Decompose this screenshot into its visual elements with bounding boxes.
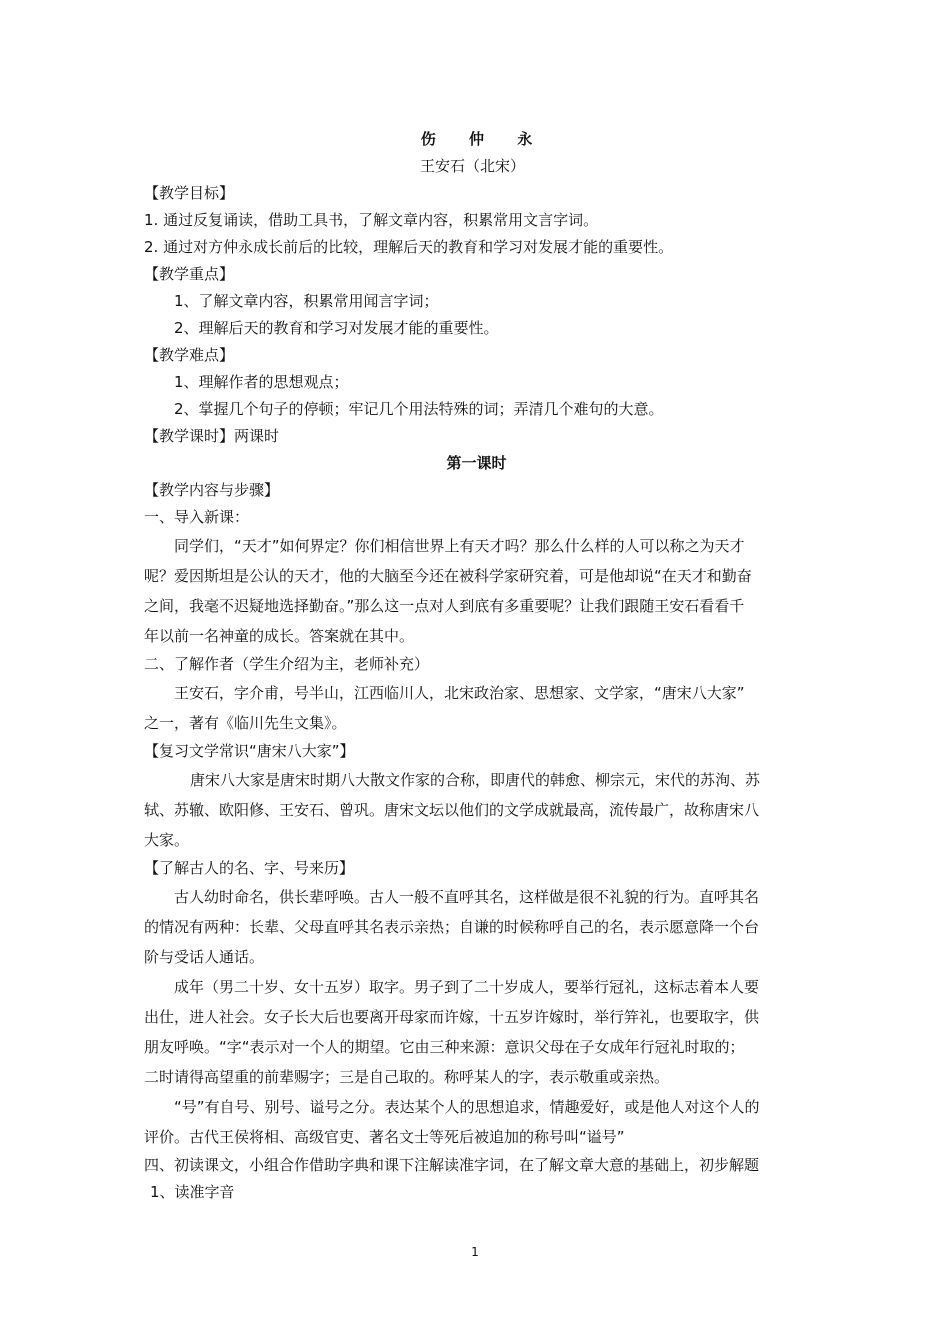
review-line-3: 大家。	[144, 831, 190, 849]
section2-heading: 二、了解作者（学生介绍为主，老师补充）	[144, 655, 430, 673]
page-number: 1	[471, 1245, 479, 1259]
key-points-heading: 【教学重点】	[144, 265, 235, 283]
difficulty-item-1: 1、理解作者的思想观点；	[174, 373, 349, 391]
document-body	[144, 126, 809, 1206]
key-point-item-2: 2、理解后天的教育和学习对发展才能的重要性。	[174, 319, 499, 337]
difficulty-item-2: 2、掌握几个句子的停顿；牢记几个用法特殊的词；弄清几个难句的大意。	[174, 400, 664, 418]
document-title: 伤 仲 永	[420, 130, 547, 148]
goal-item-2: 2. 通过对方仲永成长前后的比较，理解后天的教育和学习对发展才能的重要性。	[144, 238, 674, 256]
names-p3-line-2: 评价。古代王侯将相、高级官吏、著名文士等死后被追加的称号叫“谥号”	[144, 1128, 625, 1146]
names-paragraph-2	[144, 972, 809, 1092]
section2-line-1: 王安石，字介甫，号半山，江西临川人，北宋政治家、思想家、文学家，“唐宋八大家”	[174, 684, 745, 702]
review-line-1: 唐宋八大家是唐宋时期八大散文作家的合称，即唐代的韩愈、柳宗元，宋代的苏洵、苏	[190, 771, 761, 789]
lesson-title: 第一课时	[446, 454, 507, 472]
names-p2-line-4: 二时请得高望重的前辈赐字；三是自己取的。称呼某人的字，表示敬重或亲热。	[144, 1068, 670, 1086]
names-p1-line-1: 古人幼时命名，供长辈呼唤。古人一般不直呼其名，这样做是很不礼貌的行为。直呼其名	[174, 888, 760, 906]
difficulties-heading: 【教学难点】	[144, 346, 235, 364]
names-paragraph-1	[144, 882, 809, 972]
section2-paragraph	[144, 678, 809, 738]
review-paragraph	[144, 765, 809, 855]
section2-line-2: 之一，著有《临川先生文集》。	[144, 714, 347, 732]
review-heading: 【复习文学常识“唐宋八大家”】	[144, 742, 355, 760]
section1-line-1: 同学们，“天才”如何界定？你们相信世界上有天才吗？那么什么样的人可以称之为天才	[174, 537, 745, 555]
names-p1-line-3: 阶与受话人通话。	[144, 948, 265, 966]
section1-paragraph	[144, 531, 809, 651]
section4-heading: 四、初读课文，小组合作借助字典和课下注解读准字词，在了解文章大意的基础上，初步解题	[144, 1156, 760, 1174]
goals-heading: 【教学目标】	[144, 184, 235, 202]
names-p3-line-1: “号”有自号、别号、谥号之分。表达某个人的思想追求，情趣爱好，或是他人对这个人的	[174, 1098, 760, 1116]
section4-sub-item: 1、读准字音	[150, 1183, 235, 1201]
names-heading: 【了解古人的名、字、号来历】	[144, 859, 355, 877]
names-p2-line-1: 成年（男二十岁、女十五岁）取字。男子到了二十岁成人，要举行冠礼，这标志着本人要	[174, 978, 760, 996]
section1-line-2: 呢？爱因斯坦是公认的天才，他的大脑至今还在被科学家研究着，可是他却说“在天才和勤奋	[144, 567, 752, 585]
goal-item-1: 1. 通过反复诵读，借助工具书，了解文章内容，积累常用文言字词。	[144, 211, 599, 229]
names-p1-line-2: 的情况有两种：长辈、父母直呼其名表示亲热；自谦的时候称呼自己的名，表示愿意降一个台	[144, 918, 760, 936]
key-point-item-1: 1、了解文章内容，积累常用闻言字词；	[174, 292, 439, 310]
steps-heading: 【教学内容与步骤】	[144, 481, 280, 499]
names-p2-line-3: 朋友呼唤。“字“表示对一个人的期望。它由三种来源：意识父母在子女成年行冠礼时取的；	[144, 1038, 745, 1056]
section1-line-4: 年以前一名神童的成长。答案就在其中。	[144, 627, 415, 645]
names-paragraph-3	[144, 1092, 809, 1152]
review-line-2: 轼、苏辙、欧阳修、王安石、曾巩。唐宋文坛以他们的文学成就最高，流传最广，故称唐宋八	[144, 801, 760, 819]
section1-line-3: 之间，我毫不迟疑地选择勤奋。”那么这一点对人到底有多重要呢？让我们跟随王安石看看千	[144, 597, 745, 615]
lesson-hours: 【教学课时】两课时	[144, 427, 280, 445]
document-author: 王安石（北宋）	[420, 157, 526, 175]
names-p2-line-2: 出仕，进人社会。女子长大后也要离开母家而许嫁，十五岁许嫁时，举行笄礼，也要取字，供	[144, 1008, 760, 1026]
section1-heading: 一、导入新课：	[144, 508, 250, 526]
